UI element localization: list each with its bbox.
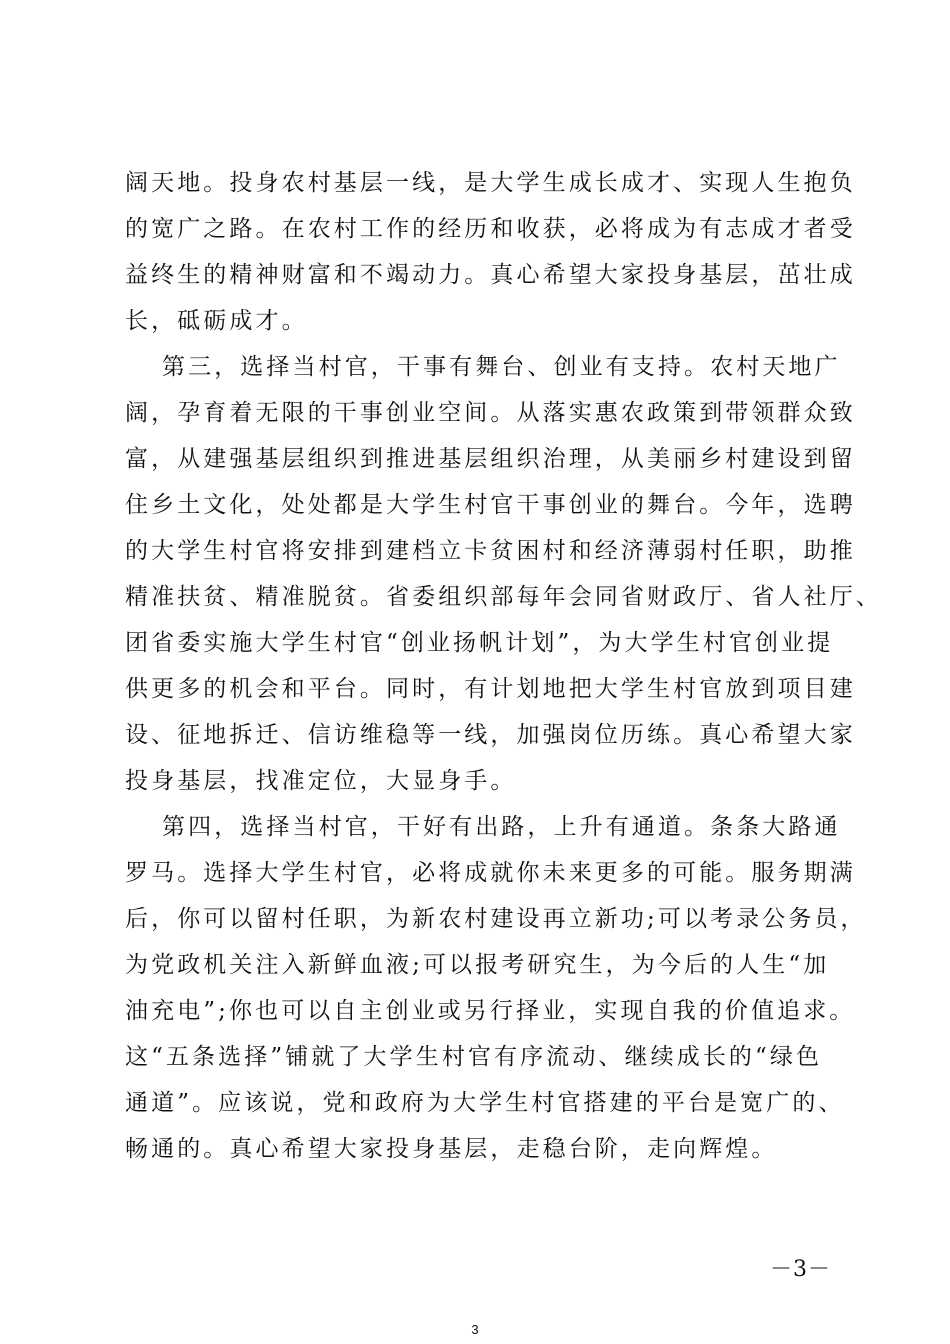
text-line: 团省委实施大学生村官“创业扬帆计划”，为大学生村官创业提 [125, 630, 834, 656]
text-line: 这“五条选择”铺就了大学生村官有序流动、继续成长的“绿色 [125, 1044, 823, 1070]
footer-page-number: 3 [471, 1322, 479, 1337]
text-line: 精准扶贫、精准脱贫。省委组织部每年会同省财政厅、省人社厅、 [125, 584, 882, 610]
text-line: 供更多的机会和平台。同时，有计划地把大学生村官放到项目建 [125, 676, 856, 702]
paragraph-start-line: 第三，选择当村官，干事有舞台、创业有支持。农村天地广 [162, 354, 841, 380]
text-line: 后，你可以留村任职，为新农村建设再立新功;可以考录公务员， [125, 906, 867, 932]
text-line: 为党政机关注入新鲜血液;可以报考研究生，为今后的人生“加 [125, 952, 830, 978]
text-line: 罗马。选择大学生村官，必将成就你未来更多的可能。服务期满 [125, 860, 856, 886]
text-line: 富，从建强基层组织到推进基层组织治理，从美丽乡村建设到留 [125, 446, 856, 472]
text-line: 阔，孕育着无限的干事创业空间。从落实惠农政策到带领群众致 [125, 400, 856, 426]
text-line: 长，砥砺成才。 [125, 308, 308, 334]
text-line: 畅通的。真心希望大家投身基层，走稳台阶，走向辉煌。 [125, 1136, 778, 1162]
text-line: 的大学生村官将安排到建档立卡贫困村和经济薄弱村任职，助推 [125, 538, 856, 564]
text-line: 投身基层，找准定位，大显身手。 [125, 768, 517, 794]
text-line: 通道”。应该说，党和政府为大学生村官搭建的平台是宽广的、 [125, 1090, 845, 1116]
text-line: 益终生的精神财富和不竭动力。真心希望大家投身基层，茁壮成 [125, 262, 856, 288]
text-line: 的宽广之路。在农村工作的经历和收获，必将成为有志成才者受 [125, 216, 856, 242]
text-line: 设、征地拆迁、信访维稳等一线，加强岗位历练。真心希望大家 [125, 722, 856, 748]
text-line: 油充电”;你也可以自主创业或另行择业，实现自我的价值追求。 [125, 998, 856, 1024]
text-line: 阔天地。投身农村基层一线，是大学生成长成才、实现人生抱负 [125, 170, 856, 196]
page-number: －3－ [770, 1257, 831, 1282]
text-line: 住乡土文化，处处都是大学生村官干事创业的舞台。今年，选聘 [125, 492, 856, 518]
paragraph-start-line: 第四，选择当村官，干好有出路，上升有通道。条条大路通 [162, 814, 841, 840]
